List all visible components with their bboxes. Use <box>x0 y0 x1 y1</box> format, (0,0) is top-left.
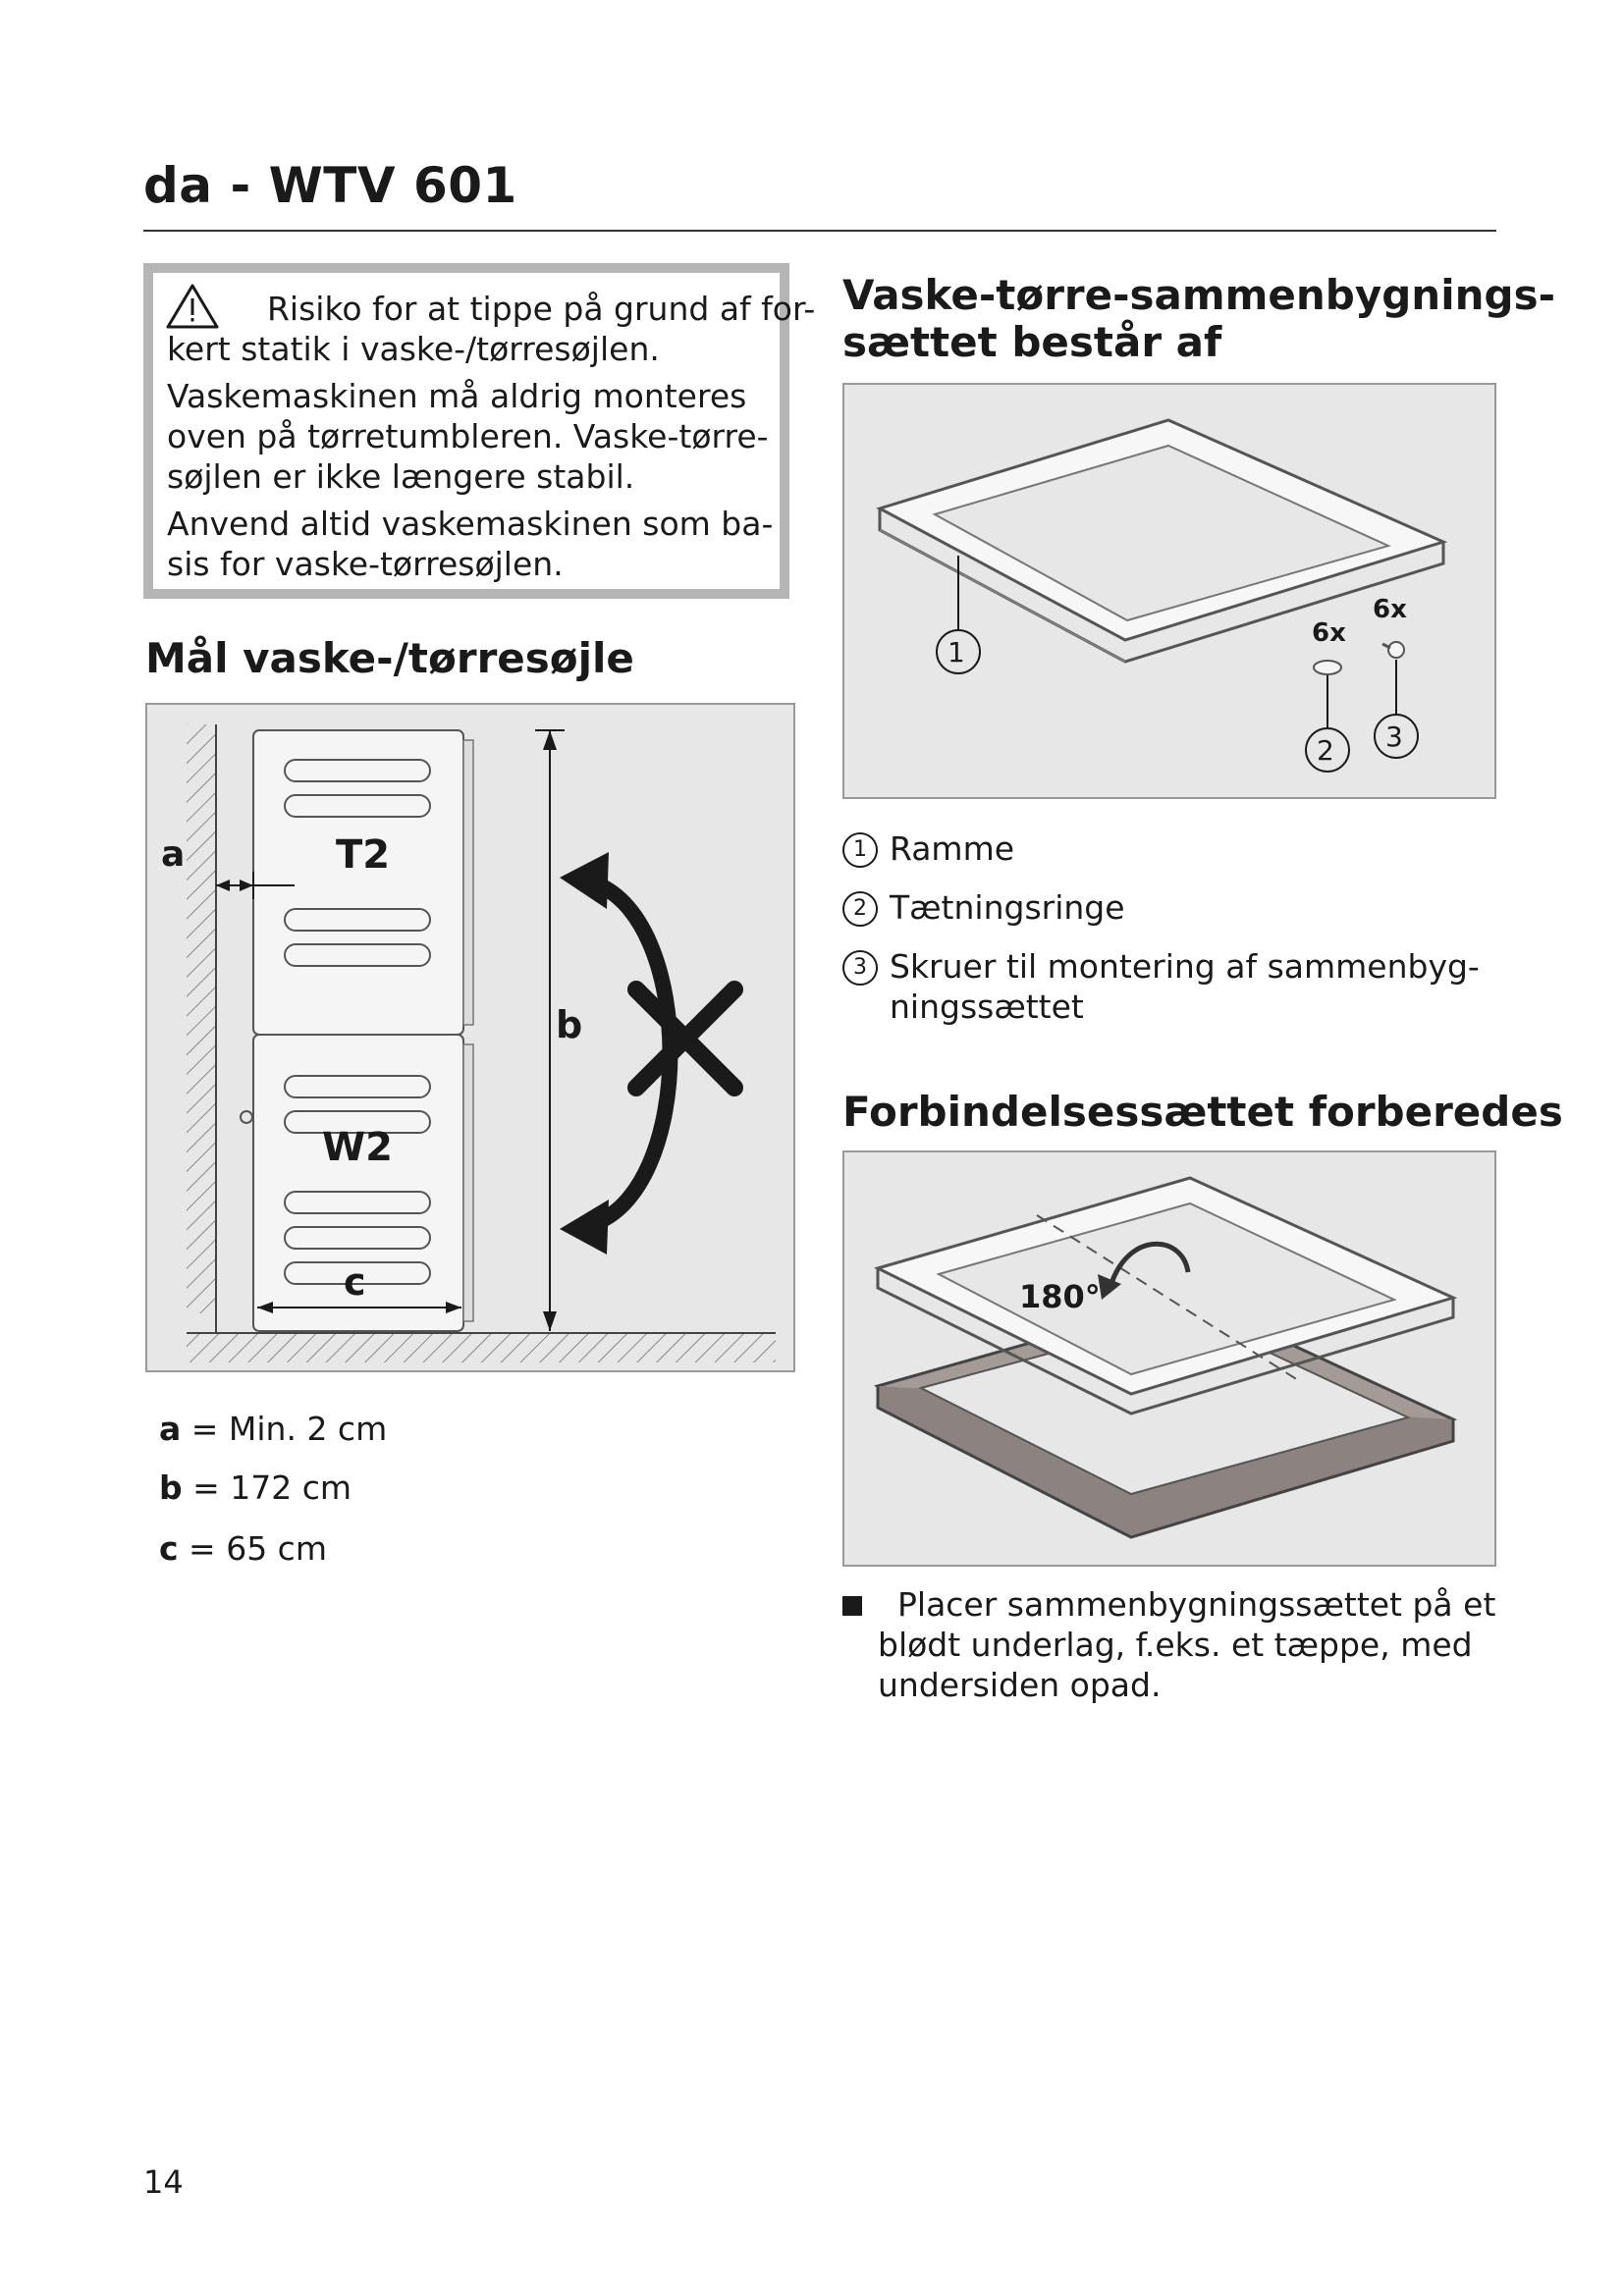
warning-line: Vaskemaskinen må aldrig monteres <box>167 377 747 415</box>
warning-line: kert statik i vaske-/tørresøjlen. <box>167 330 660 368</box>
page-title: da - WTV 601 <box>143 157 517 214</box>
warning-line: oven på tørretumbleren. Vaske-tørre- <box>167 417 769 455</box>
arrow-head-bottom <box>560 1200 609 1255</box>
kit-heading-line: Vaske-tørre-sammenbygnings- <box>842 271 1555 319</box>
screws-quantity: 6x <box>1373 595 1407 624</box>
floor-hatch <box>187 1333 776 1362</box>
kit-figure <box>842 383 1496 799</box>
legend-item-rings: Tætningsringe <box>890 888 1125 927</box>
washer-label: W2 <box>322 1125 393 1170</box>
prepare-figure <box>842 1150 1496 1567</box>
legend-item-frame: Ramme <box>890 829 1015 868</box>
legend-item-screws-cont: ningssættet <box>890 988 1084 1026</box>
callout-3: 3 <box>1385 721 1403 753</box>
frame-drawing <box>880 420 1443 662</box>
dimensions-heading: Mål vaske-/tørresøjle <box>145 634 634 682</box>
dimension-label-b: b <box>556 1003 583 1046</box>
instruction-line: blødt underlag, f.eks. et tæppe, med <box>878 1626 1473 1664</box>
warning-line: Anvend altid vaskemaskinen som ba- <box>167 505 774 543</box>
arrow-head-top <box>560 852 609 909</box>
callout-2: 2 <box>1317 734 1334 767</box>
legend-item-screws: Skruer til montering af sammenbyg- <box>890 947 1480 986</box>
dimension-label-c: c <box>344 1260 366 1304</box>
bullet-square-icon <box>842 1596 862 1616</box>
warning-line: Risiko for at tippe på grund af for- <box>267 290 816 328</box>
warning-triangle-icon <box>165 283 220 330</box>
wall-hatch <box>187 724 216 1313</box>
dryer-label: T2 <box>336 832 391 878</box>
dimension-b: b = 172 cm <box>159 1468 352 1507</box>
instruction-line: Placer sammenbygningssættet på et <box>897 1585 1496 1624</box>
page-number: 14 <box>143 2163 184 2201</box>
dimension-label-a: a <box>161 834 186 875</box>
prepare-heading: Forbindelsessættet forberedes <box>842 1088 1563 1136</box>
screw-drawing <box>1388 642 1404 658</box>
rotation-label: 180° <box>1019 1278 1101 1315</box>
kit-heading-line: sættet består af <box>842 318 1222 366</box>
warning-line: søjlen er ikke længere stabil. <box>167 457 635 496</box>
legend-number: 1 <box>842 832 878 868</box>
legend-number: 2 <box>842 891 878 927</box>
rings-quantity: 6x <box>1312 618 1346 648</box>
callout-1: 1 <box>947 636 965 668</box>
dimensions-figure <box>145 703 795 1372</box>
instruction-line: undersiden opad. <box>878 1666 1162 1704</box>
dryer-unit <box>253 730 473 1035</box>
title-divider <box>143 230 1496 232</box>
dimension-c: c = 65 cm <box>159 1529 327 1568</box>
dimension-a: a = Min. 2 cm <box>159 1410 388 1448</box>
legend-number: 3 <box>842 950 878 986</box>
sealing-ring-drawing <box>1314 661 1341 674</box>
warning-line: sis for vaske-tørresøjlen. <box>167 545 564 583</box>
